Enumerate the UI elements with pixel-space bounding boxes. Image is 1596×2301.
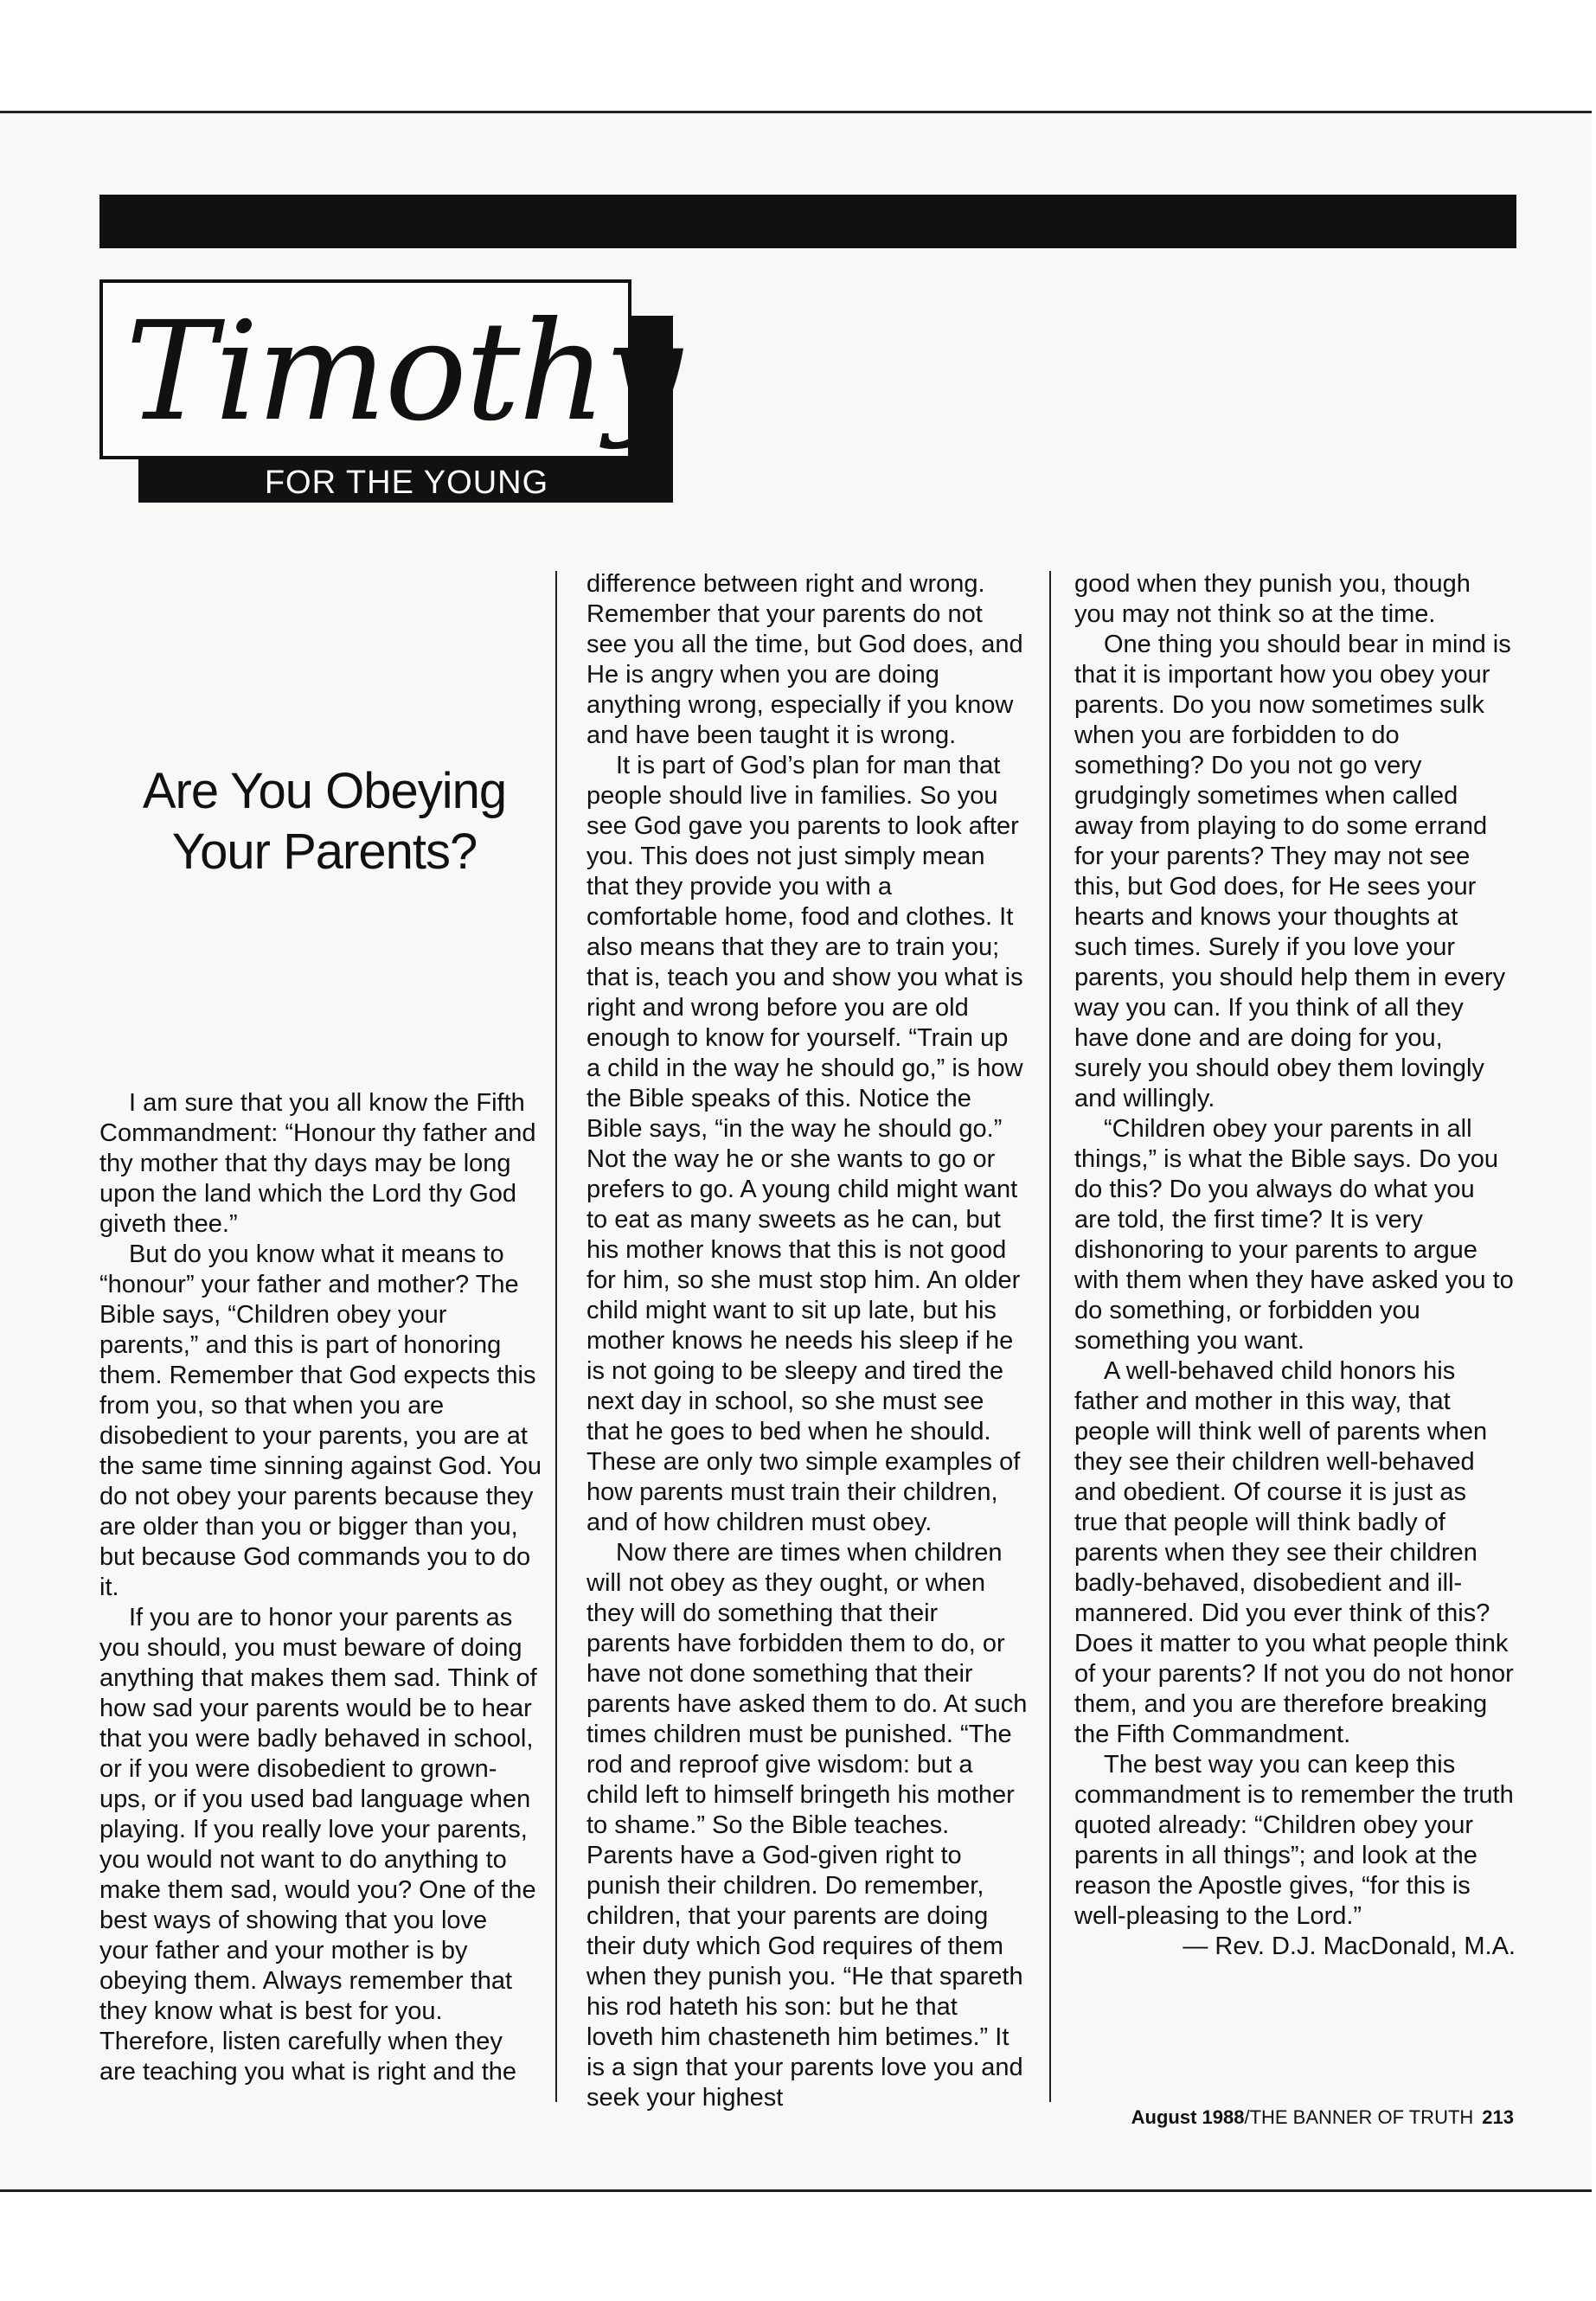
column-1 [99,1088,542,2087]
paragraph: I am sure that you all know the Fifth Commandment: “Honour thy father and thy mother that thy days may be long upon the land which the Lord thy God giveth thee.” [99,1089,536,1238]
page-footer [1131,2106,1514,2130]
footer-publication: /THE BANNER OF TRUTH [1244,2106,1474,2128]
paragraph: It is part of God’s plan for man that people should live in families. So you see God gave you parents to look after you. This does not just simply mean that they provide you with a comfortable home, food and clothes. It also means that they are to train you; that is, teach you and show you what is right and wrong before you are old enough to know for yourself. “Train up a child in the way he should go,” is how the Bible speaks of this. Notice the Bible says, “in the way he should go.” Not the way he or she wants to go or prefers to go. A young child might want to eat as many sweets as he can, but his mother knows that this is not good for him, so she must stop him. An older child might want to sit up late, but his mother knows he needs his sleep if he is not going to be sleepy and tired the next day in school, so she must see that he goes to bed when he should. These are only two simple examples of how parents must train their children, and of how children must obey. [586,752,1023,1536]
paragraph: Now there are times when children will not obey as they ought, or when they will do something that their parents have forbidden them to do, or have not done something that their parents have asked them to do. At such times children must be punished. “The rod and reproof give wisdom: but a child left to himself bringeth his mother to shame.” So the Bible teaches. Parents have a God-given right to punish their children. Do remember, children, that your parents are doing their duty which God requires of them when they punish you. “He that spareth his rod hateth his son: but he that loveth him chasteneth him betimes.” It is a sign that your parents love you and seek your highest [586,1539,1028,2112]
paragraph: But do you know what it means to “honour” your father and mother? The Bible says, “Children obey your parents,” and this is part of honoring them. Remember that God expects this from you, so that when you are disobedient to your parents, you are at the same time sinning against God. You do not obey your parents because they are older than you or bigger than you, but because God commands you to do it. [99,1240,542,1601]
author-signature: — Rev. D.J. MacDonald, M.A. [1183,1932,1516,1960]
page-number: 213 [1482,2106,1514,2128]
paragraph: A well-behaved child honors his father and mother in this way, that people will think well of parents when they see their children well-behaved and obedient. Of course it is just as true that people will think badly of parents when they see their children badly-behaved, disobedient and ill-mannered. Did you ever think of this? Does it matter to you what people think of your parents? If not you do not honor them, and you are therefore breaking the Fifth Commandment. [1074,1357,1514,1748]
paragraph: If you are to honor your parents as you should, you must beware of doing anything that makes them sad. Think of how sad your parents would be to hear that you were badly behaved in school, or if you were disobedient to grown-ups, or if you used bad language when playing. If you really love your parents, you would not want to do anything to make them sad, would you? One of the best ways of showing that you love your father and your mother is by obeying them. Always remember that they know what is best for you. Therefore, listen carefully when they are teaching you what is right and the [99,1604,537,2086]
heading-line-2: Your Parents? [171,824,478,880]
column-divider [555,571,557,2102]
masthead-title: Timothy [125,292,681,452]
paragraph: difference between right and wrong. Remember that your parents do not see you all the time, but God does, and He is angry when you are doing anything wrong, especially if you know and have been taught it is wrong. [586,570,1023,749]
masthead-subtitle: FOR THE YOUNG [264,465,549,501]
paragraph: One thing you should bear in mind is that it is important how you obey your parents. Do you now sometimes sulk when you are forbidden to do something? Do you not go very grudgingly sometimes when called away from playing to do some errand for your parents? They may not see this, but God does, for He sees your hearts and knows your thoughts at such times. Surely if you love your parents, you should help them in every way you can. If you think of all they have done and are doing for you, surely you should obey them lovingly and willingly. [1074,631,1511,1112]
column-divider [1049,571,1051,2102]
paragraph: “Children obey your parents in all things,” is what the Bible says. Do you do this? Do you always do what you are told, the first time? It is very dishonoring to your parents to argue with them when they have asked you to do something, or forbidden you something you want. [1074,1115,1514,1355]
column-3 [1074,569,1516,1962]
footer-date: August 1988 [1131,2106,1245,2128]
column-2 [586,569,1028,2113]
top-black-bar [99,195,1516,248]
paragraph: good when they punish you, though you may not think so at the time. [1074,570,1471,628]
paragraph: The best way you can keep this commandment is to remember the truth quoted already: “Children obey your parents in all things”; and look at the reason the Apostle gives, “for this is well-pleasing to the Lord.” [1074,1751,1514,1930]
heading-line-1: Are You Obeying [142,763,507,819]
masthead-box [99,279,681,459]
article-heading [99,761,549,882]
